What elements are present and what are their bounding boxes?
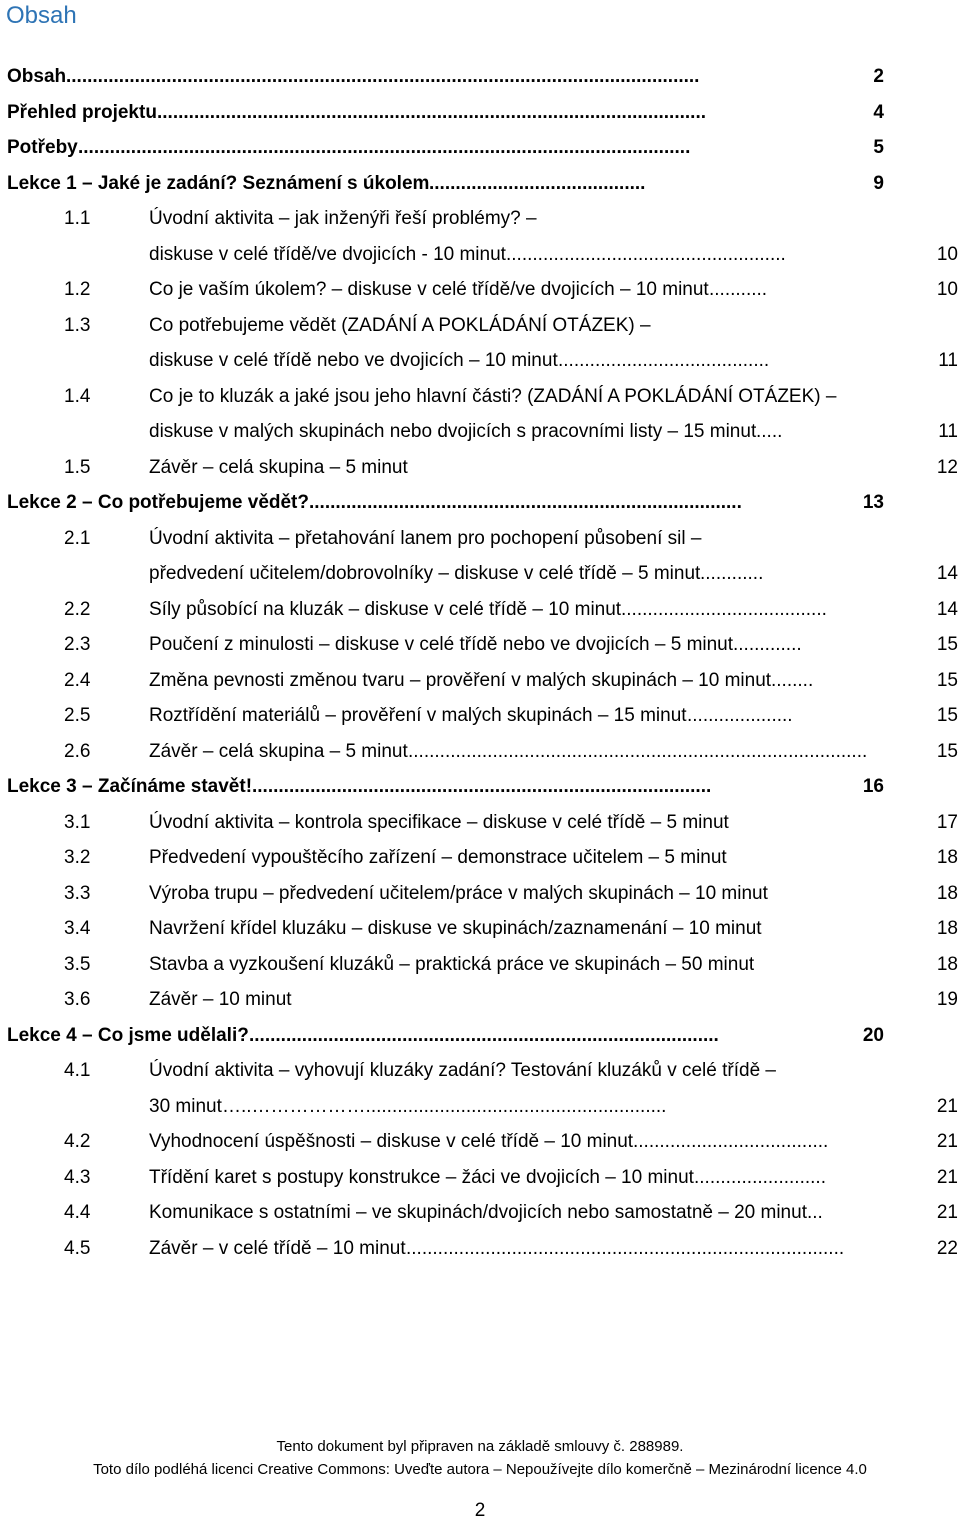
footer-contract-note: Tento dokument byl připraven na základě smlouvy č. 288989.: [276, 1438, 684, 1455]
toc-entry-title: Úvodní aktivita – přetahování lanem pro pochopení působení sil –: [149, 528, 702, 549]
toc-entry-page: 11: [938, 350, 958, 371]
toc-entry-number: 4.1: [64, 1060, 91, 1081]
toc-entry-leader: ...................................................................................: [406, 1238, 845, 1259]
toc-entry-page: 14: [936, 599, 958, 620]
toc-entry-leader: .......................................................................................: [252, 776, 712, 797]
toc-entry-page: 15: [936, 670, 958, 691]
toc-entry[interactable]: [0, 595, 960, 625]
toc-entry-page: 15: [936, 741, 958, 762]
toc-entry-page: 21: [936, 1096, 958, 1117]
toc-entry-number: 3.5: [64, 954, 91, 975]
page-number: 2: [474, 1500, 486, 1521]
toc-entry-number: 3.6: [64, 989, 91, 1010]
toc-entry-page: 21: [936, 1131, 958, 1152]
toc-entry[interactable]: [0, 985, 960, 1015]
toc-entry-page: 14: [936, 563, 958, 584]
toc-entry-title: Poučení z minulosti – diskuse v celé třídě nebo ve dvojicích – 5 minut: [149, 634, 734, 655]
toc-entry[interactable]: [0, 169, 960, 199]
toc-entry[interactable]: [0, 311, 960, 341]
toc-entry-number: 4.5: [64, 1238, 91, 1259]
toc-entry-title: Síly působící na kluzák – diskuse v celé třídě – 10 minut: [149, 599, 622, 620]
toc-entry[interactable]: [0, 382, 960, 412]
toc-entry-title: Přehled projektu: [7, 102, 157, 123]
toc-entry-leader: …..……………….........................................................: [222, 1096, 667, 1117]
toc-entry-page: 20: [862, 1025, 884, 1046]
toc-entry-leader: .........................................................................................: [249, 1025, 719, 1046]
toc-entry[interactable]: [0, 950, 960, 980]
toc-entry-page: 19: [936, 989, 958, 1010]
toc-entry-title: Třídění karet s postupy konstrukce – žáci ve dvojicích – 10 minut: [149, 1167, 694, 1188]
toc-entry[interactable]: [0, 133, 960, 163]
toc-entry[interactable]: [0, 737, 960, 767]
toc-entry[interactable]: [0, 808, 960, 838]
toc-entry-title: Komunikace s ostatními – ve skupinách/dvojicích nebo samostatně – 20 minut: [149, 1202, 807, 1223]
toc-entry-title: Vyhodnocení úspěšnosti – diskuse v celé třídě – 10 minut: [149, 1131, 634, 1152]
toc-entry[interactable]: [0, 914, 960, 944]
toc-entry-leader: ...........: [709, 279, 768, 300]
toc-entry-title: Potřeby: [7, 137, 78, 158]
toc-entry-title: Závěr – celá skupina – 5 minut: [149, 457, 408, 478]
toc-entry-leader: ........: [771, 670, 814, 691]
toc-entry-title: diskuse v celé třídě/ve dvojicích - 10 minut: [149, 244, 506, 265]
toc-entry-page: 15: [936, 705, 958, 726]
toc-entry[interactable]: [0, 1021, 960, 1051]
toc-entry-page: 15: [936, 634, 958, 655]
toc-entry-number: 2.4: [64, 670, 91, 691]
toc-entry-page: 5: [873, 137, 884, 158]
toc-entry-title: Výroba trupu – předvedení učitelem/práce v malých skupinách – 10 minut: [149, 883, 768, 904]
toc-entry-number: 3.4: [64, 918, 91, 939]
toc-entry-leader: ...: [807, 1202, 823, 1223]
toc-entry-leader: .......................................................................................: [408, 741, 868, 762]
toc-entry-title: Lekce 2 – Co potřebujeme vědět?: [7, 492, 309, 513]
toc-entry-number: 4.4: [64, 1202, 91, 1223]
toc-entry-title: Co je to kluzák a jaké jsou jeho hlavní části? (ZADÁNÍ A POKLÁDÁNÍ OTÁZEK) –: [149, 386, 837, 407]
toc-entry-number: 2.6: [64, 741, 91, 762]
toc-entry-page: 16: [862, 776, 884, 797]
footer-license: Toto dílo podléhá licenci Creative Commons: Uveďte autora – Nepoužívejte dílo komerčně – Mezinárodní licence 4.0: [93, 1461, 867, 1478]
toc-entry-title: Závěr – v celé třídě – 10 minut: [149, 1238, 406, 1259]
toc-entry[interactable]: [0, 1198, 960, 1228]
toc-entry[interactable]: [0, 630, 960, 660]
toc-entry-leader: ............: [700, 563, 764, 584]
toc-entry-title: Stavba a vyzkoušení kluzáků – praktická práce ve skupinách – 50 minut: [149, 954, 755, 975]
toc-entry-page: 22: [936, 1238, 958, 1259]
toc-entry-number: 1.1: [64, 208, 91, 229]
toc-entry-title: diskuse v malých skupinách nebo dvojicích s pracovními listy – 15 minut: [149, 421, 757, 442]
toc-entry-number: 1.3: [64, 315, 91, 336]
toc-entry-number: 2.3: [64, 634, 91, 655]
toc-entry-page: 18: [936, 847, 958, 868]
toc-entry-title: Lekce 4 – Co jsme udělali?: [7, 1025, 249, 1046]
toc-entry-leader: .........................: [694, 1167, 826, 1188]
toc-entry-page: 11: [938, 421, 958, 442]
toc-entry[interactable]: [0, 453, 960, 483]
toc-entry-page: 10: [936, 244, 958, 265]
toc-entry-leader: .....................................................: [506, 244, 786, 265]
toc-entry-number: 2.2: [64, 599, 91, 620]
toc-entry[interactable]: [0, 772, 960, 802]
toc-entry-page: 13: [862, 492, 884, 513]
toc-entry-leader: ........................................................................................................: [157, 102, 706, 123]
toc-entry-leader: ........................................: [558, 350, 770, 371]
toc-entry[interactable]: [0, 1056, 960, 1086]
toc-entry[interactable]: [0, 1234, 960, 1264]
toc-entry-page: 9: [873, 173, 884, 194]
toc-entry-page: 18: [936, 883, 958, 904]
toc-entry-leader: .............: [733, 634, 802, 655]
toc-entry[interactable]: [0, 843, 960, 873]
toc-entry-number: 3.1: [64, 812, 91, 833]
toc-entry[interactable]: [0, 1092, 960, 1122]
toc-entry[interactable]: [0, 879, 960, 909]
toc-entry-page: 18: [936, 954, 958, 975]
toc-entry[interactable]: [0, 275, 960, 305]
toc-entry-leader: ....................................................................................................................: [78, 137, 691, 158]
toc-heading: Obsah: [6, 2, 77, 29]
toc-entry[interactable]: [0, 1127, 960, 1157]
toc-entry-number: 1.4: [64, 386, 91, 407]
toc-entry[interactable]: [0, 62, 960, 92]
toc-entry-page: 21: [936, 1167, 958, 1188]
toc-entry-page: 4: [873, 102, 884, 123]
toc-entry-title: Závěr – 10 minut: [149, 989, 292, 1010]
toc-entry-title: Obsah: [7, 66, 67, 87]
toc-entry-title: Úvodní aktivita – kontrola specifikace – diskuse v celé třídě – 5 minut: [149, 812, 729, 833]
toc-entry-title: Závěr – celá skupina – 5 minut: [149, 741, 408, 762]
toc-entry-title: Co potřebujeme vědět (ZADÁNÍ A POKLÁDÁNÍ OTÁZEK) –: [149, 315, 651, 336]
toc-entry-title: Roztřídění materiálů – prověření v malých skupinách – 15 minut: [149, 705, 687, 726]
toc-entry-leader: .....: [756, 421, 783, 442]
toc-entry-leader: .........................................: [429, 173, 646, 194]
toc-entry-leader: ..................................................................................: [309, 492, 742, 513]
toc-entry-leader: .....................................: [633, 1131, 829, 1152]
toc-entry-leader: ........................................................................................................................: [66, 66, 700, 87]
toc-entry-page: 12: [936, 457, 958, 478]
toc-entry-title: 30 minut: [149, 1096, 222, 1117]
toc-entry-title: Změna pevnosti změnou tvaru – prověření v malých skupinách – 10 minut: [149, 670, 772, 691]
toc-entry[interactable]: [0, 204, 960, 234]
toc-entry-title: Lekce 1 – Jaké je zadání? Seznámení s úkolem: [7, 173, 430, 194]
toc-entry-page: 2: [873, 66, 884, 87]
toc-entry[interactable]: [0, 346, 960, 376]
toc-entry-number: 4.3: [64, 1167, 91, 1188]
toc-entry-number: 1.5: [64, 457, 91, 478]
toc-entry[interactable]: [0, 488, 960, 518]
toc-entry-title: Navržení křídel kluzáku – diskuse ve skupinách/zaznamenání – 10 minut: [149, 918, 762, 939]
toc-entry[interactable]: [0, 559, 960, 589]
toc-entry-number: 2.1: [64, 528, 91, 549]
toc-entry[interactable]: [0, 666, 960, 696]
toc-entry-title: předvedení učitelem/dobrovolníky – diskuse v celé třídě – 5 minut: [149, 563, 701, 584]
toc-entry-title: Úvodní aktivita – jak inženýři řeší problémy? –: [149, 208, 537, 229]
toc-entry-number: 3.2: [64, 847, 91, 868]
toc-entry-leader: .......................................: [621, 599, 827, 620]
toc-entry-leader: ....................: [687, 705, 793, 726]
toc-entry-title: Úvodní aktivita – vyhovují kluzáky zadání? Testování kluzáků v celé třídě –: [149, 1060, 776, 1081]
toc-entry-number: 1.2: [64, 279, 91, 300]
toc-entry[interactable]: [0, 98, 960, 128]
toc-entry[interactable]: [0, 1163, 960, 1193]
toc-entry[interactable]: [0, 701, 960, 731]
toc-entry-title: Lekce 3 – Začínáme stavět!: [7, 776, 253, 797]
toc-entry-number: 3.3: [64, 883, 91, 904]
toc-entry[interactable]: [0, 240, 960, 270]
toc-entry-page: 18: [936, 918, 958, 939]
toc-entry-title: Co je vaším úkolem? – diskuse v celé třídě/ve dvojicích – 10 minut: [149, 279, 709, 300]
toc-entry-title: diskuse v celé třídě nebo ve dvojicích – 10 minut: [149, 350, 558, 371]
toc-entry-number: 2.5: [64, 705, 91, 726]
toc-entry-page: 21: [936, 1202, 958, 1223]
toc-entry-page: 17: [936, 812, 958, 833]
toc-entry-title: Předvedení vypouštěcího zařízení – demonstrace učitelem – 5 minut: [149, 847, 727, 868]
toc-entry[interactable]: [0, 524, 960, 554]
toc-entry-number: 4.2: [64, 1131, 91, 1152]
toc-entry[interactable]: [0, 417, 960, 447]
toc-entry-page: 10: [936, 279, 958, 300]
